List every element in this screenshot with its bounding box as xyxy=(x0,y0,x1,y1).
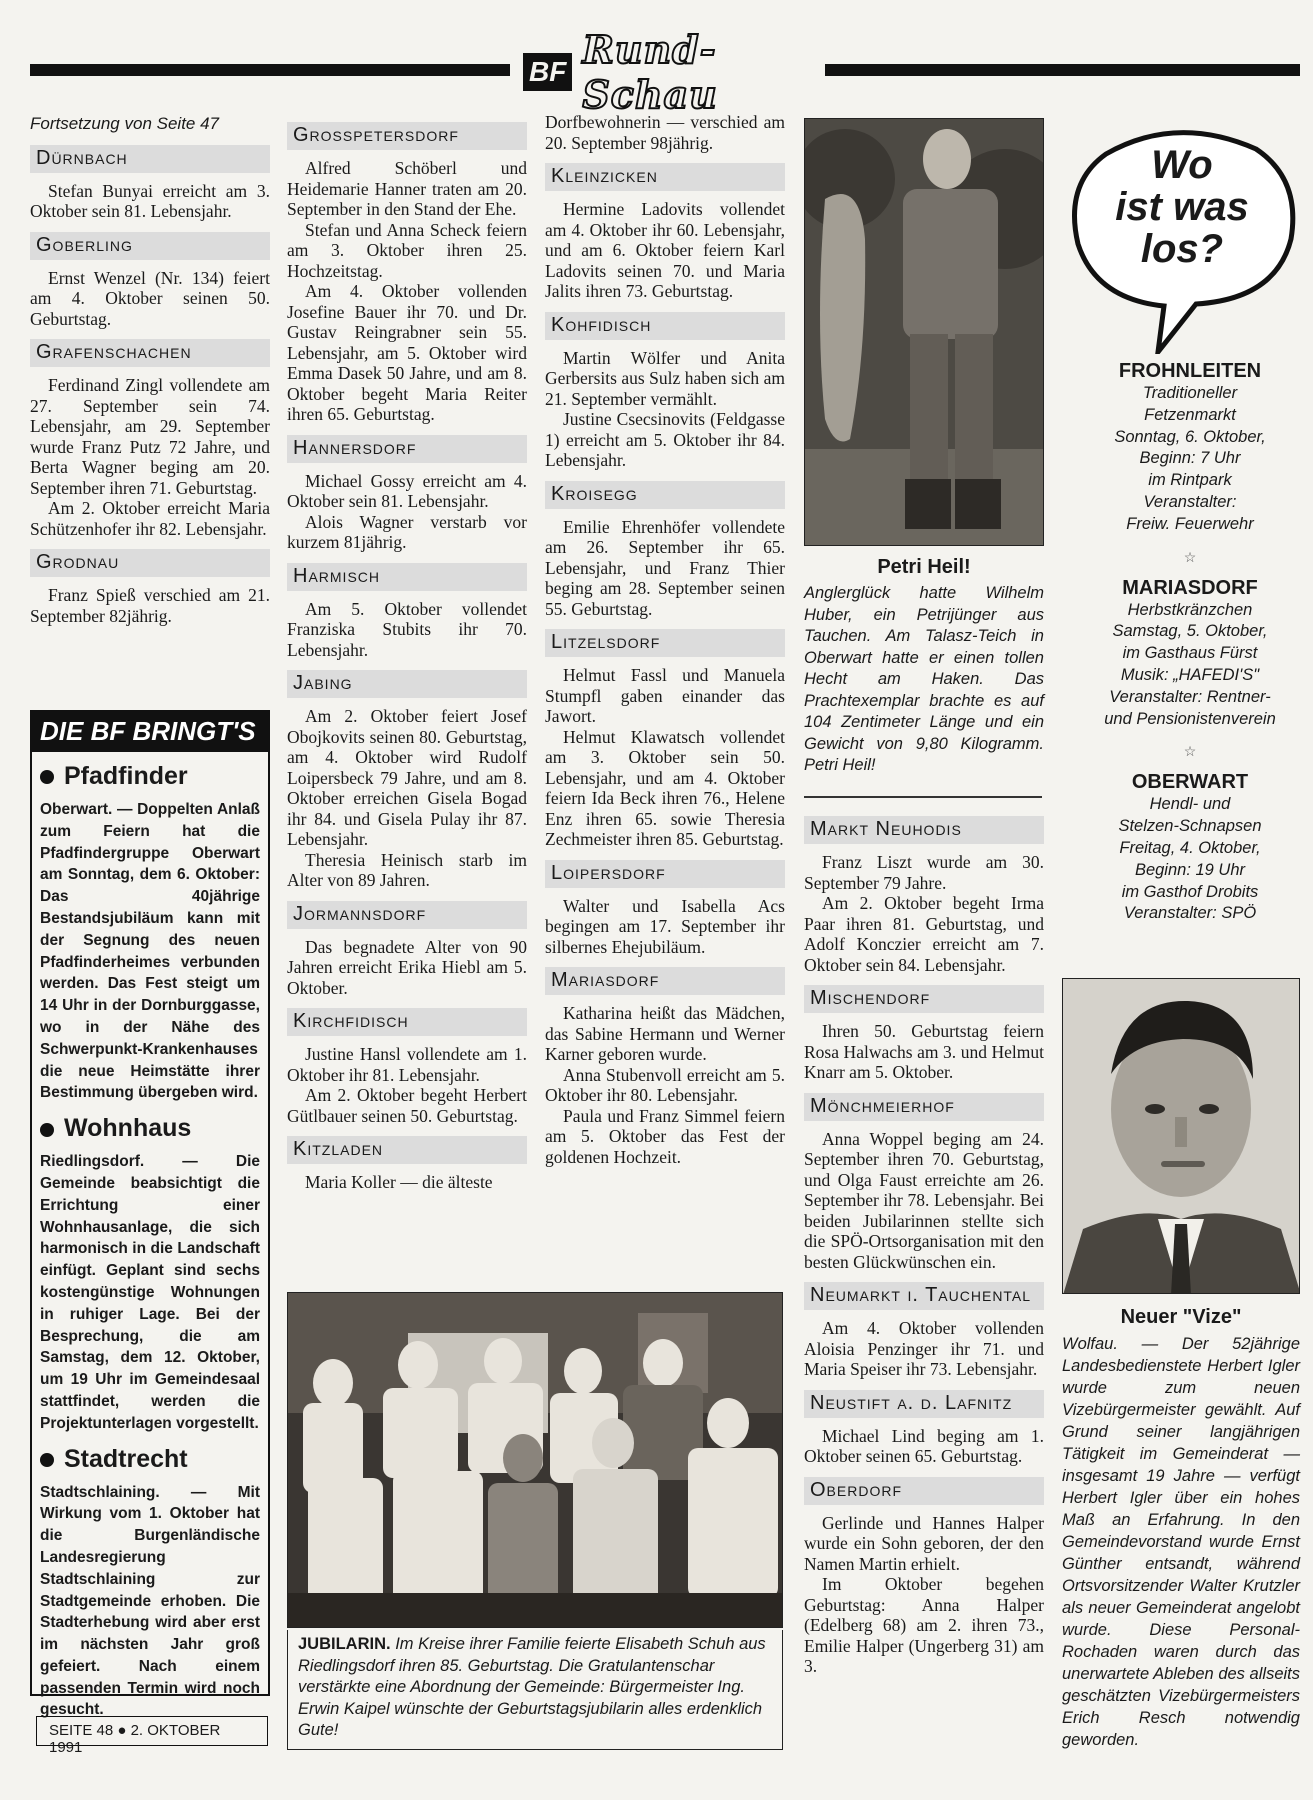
section-paragraph: Emilie Ehrenhöfer vollendete am 26. September ihr 65. Lebensjahr, und Franz Thier beging am 28. September seinen 55. Geburtstag. xyxy=(545,516,785,619)
petri-text: Anglerglück hatte Wilhelm Huber, ein Petrijünger aus Tauchen. Am Talasz-Teich in Oberwart hatte er einen tollen Hecht am Haken. Das Prachtexemplar brachte es auf 104 Zentimeter Länge und ein Gewicht von 9,80 Kilogramm. Petri Heil! xyxy=(804,584,1044,774)
wo-title-line: ist was xyxy=(1115,185,1249,229)
event-line: Herbstkränzchen xyxy=(1127,600,1253,619)
section-paragraph: Alois Wagner verstarb vor kurzem 81jährig. xyxy=(287,511,527,552)
section-paragraph: Das begnadete Alter von 90 Jahren erreicht Erika Hiebl am 5. Oktober. xyxy=(287,936,527,998)
section-paragraph: Am 4. Oktober vollenden Josefine Bauer ihr 70. und Dr. Gustav Reingrabner sein 55. Lebensjahr, am 5. Oktober wird Emma Dasek 50 Jahre, und am 8. Oktober begeht Maria Reiter ihren 65. Geburtstag. xyxy=(287,281,527,424)
section-paragraph: Im Oktober begehen Geburtstag: Anna Halper (Edelberg 68) am 2. ihren 73., Emilie Halper (Ungerberg 31) am 3. xyxy=(804,1574,1044,1676)
section-paragraph: Ihren 50. Geburtstag feiern Rosa Halwachs am 3. und Helmut Knarr am 5. Oktober. xyxy=(804,1021,1044,1082)
bringts-heading-text: Wohnhaus xyxy=(64,1114,192,1143)
section-paragraph: Ferdinand Zingl vollendete am 27. September sein 74. Lebensjahr, am 29. September wurde Franz Putz 72 Jahre, und Berta Wagner beging am 20. September ihren 71. Geburtstag. xyxy=(30,375,270,498)
section-paragraph: Walter und Isabella Acs begingen am 17. September ihr silbernes Ehejubiläum. xyxy=(545,895,785,957)
masthead xyxy=(30,27,1300,117)
section-heading: Grodnau xyxy=(30,549,270,577)
bullet-icon xyxy=(40,1123,54,1137)
section-heading: Kirchfidisch xyxy=(287,1008,527,1036)
section-paragraph: Franz Spieß verschied am 21. September 82jährig. xyxy=(30,585,270,626)
bringts-heading xyxy=(40,762,260,791)
section-paragraph: Am 2. Oktober begeht Herbert Gütlbauer seinen 50. Geburtstag. xyxy=(287,1085,527,1126)
section-paragraph: Theresia Heinisch starb im Alter von 89 Jahren. xyxy=(287,849,527,890)
section-heading: Mariasdorf xyxy=(545,967,785,995)
continued-note: Fortsetzung von Seite 47 xyxy=(30,114,220,133)
section-paragraph: Stefan und Anna Scheck feiern am 3. Oktober ihren 25. Hochzeitstag. xyxy=(287,219,527,281)
section-heading: Grafenschachen xyxy=(30,339,270,367)
section-heading: Kitzladen xyxy=(287,1136,527,1164)
family-photo xyxy=(287,1292,783,1628)
jubilarin-text: Im Kreise ihrer Familie feierte Elisabeth Schuh aus Riedlingsdorf ihren 85. Geburtstag. Die Gratulantenschar verstärkte eine Abordnung der Gemeinde: Bürgermeister Ing. Erwin Kaipel wünschte der Geburtstagsjubilarin alles erdenklich Gute! xyxy=(298,1635,766,1739)
wo-title-line: Wo xyxy=(1151,143,1213,187)
section-paragraph: Maria Koller — die älteste xyxy=(305,1172,493,1192)
section-paragraph: Ernst Wenzel (Nr. 134) feiert am 4. Oktober seinen 50. Geburtstag. xyxy=(30,267,270,329)
column-4 xyxy=(804,806,1044,1677)
section-heading: Kohfidisch xyxy=(545,312,785,340)
family-photo-art xyxy=(288,1293,783,1628)
section-heading: Litzelsdorf xyxy=(545,629,785,657)
wo-ist-was-los-bubble xyxy=(1066,124,1298,354)
event-line: Musik: „HAFEDI'S" xyxy=(1120,665,1260,684)
event-line: Fetzenmarkt xyxy=(1144,405,1236,424)
section-title: Rund-Schau xyxy=(582,27,718,117)
section-paragraph: Justine Csecsinovits (Feldgasse 1) erreicht am 5. Oktober ihr 84. Lebensjahr. xyxy=(545,409,785,470)
event-line: Sonntag, 6. Oktober, xyxy=(1114,427,1266,446)
masthead-rule-right xyxy=(825,64,1300,76)
event-line: Hendl- und xyxy=(1149,795,1231,814)
bringts-text: Stadtschlaining. — Mit Wirkung vom 1. Oktober hat die Burgenländische Landesregierung Stadtschlaining zur Stadtgemeinde erhoben. Die Stadterhebung wird aber erst im nächsten Jahr groß gefeiert. Nach einem passenden Termin wird noch gesucht. xyxy=(40,1483,260,1719)
vize-article xyxy=(1062,1306,1300,1751)
section-heading: Jabing xyxy=(287,670,527,698)
section-paragraph: Alfred Schöberl und Heidemarie Hanner traten am 20. September in den Stand der Ehe. xyxy=(287,158,527,219)
col2-sections xyxy=(287,122,527,1193)
section-heading: Harmisch xyxy=(287,563,527,591)
column-3 xyxy=(545,112,785,1167)
section-paragraph: Katharina heißt das Mädchen, das Sabine Hermann und Werner Karner geboren wurde. xyxy=(545,1003,785,1064)
event-line: Traditioneller xyxy=(1142,384,1238,402)
section-paragraph: Michael Gossy erreicht am 4. Oktober sein 81. Lebensjahr. xyxy=(287,470,527,511)
vize-title: Neuer "Vize" xyxy=(1120,1306,1242,1328)
bullet-icon xyxy=(40,1453,54,1467)
event xyxy=(1080,577,1300,731)
event-line: Beginn: 19 Uhr xyxy=(1134,860,1246,879)
col1-sections xyxy=(30,145,270,627)
section-paragraph: Stefan Bunyai erreicht am 3. Oktober sein 81. Lebensjahr. xyxy=(30,180,270,221)
bringts-box xyxy=(30,710,270,1719)
petri-title: Petri Heil! xyxy=(877,556,971,578)
event-place: FROHNLEITEN xyxy=(1118,360,1262,382)
event-line: Samstag, 5. Oktober, xyxy=(1112,622,1268,641)
section-paragraph: Paula und Franz Simmel feiern am 5. Oktober das Fest der goldenen Hochzeit. xyxy=(545,1105,785,1167)
bullet-icon xyxy=(40,770,54,784)
section-paragraph: Franz Liszt wurde am 30. September 79 Jahre. xyxy=(804,852,1044,893)
divider xyxy=(804,796,1042,798)
section-heading: Loipersdorf xyxy=(545,860,785,888)
section-paragraph: Martin Wölfer und Anita Gerbersits aus Sulz haben sich am 21. September vermählt. xyxy=(545,347,785,409)
section-heading: Kleinzicken xyxy=(545,163,785,191)
section-heading: Neumarkt i. Tauchental xyxy=(804,1282,1044,1310)
event-line: Stelzen-Schnapsen xyxy=(1118,817,1262,836)
bringts-text: Riedlingsdorf. — Die Gemeinde beabsichtigt die Errichtung einer Wohnhausanlage, die sich harmonisch in die Landschaft einfügt. Geplant sind sechs kostengünstige Wohnungen in ruhiger Lage. Bei der Besprechung, die am Samstag, dem 12. Oktober, um 19 Uhr im Gemeindesaal stattfindet, werden die Projektunterlagen vorgestellt. xyxy=(40,1153,260,1432)
event-line: und Pensionistenverein xyxy=(1104,709,1276,728)
section-heading: Mönchmeierhof xyxy=(804,1093,1044,1121)
section-heading: Kroisegg xyxy=(545,481,785,509)
event xyxy=(1080,360,1300,536)
col3-sections xyxy=(545,163,785,1167)
section-heading: Grosspetersdorf xyxy=(287,122,527,150)
jubilarin-label: JUBILARIN. xyxy=(298,1635,391,1653)
jubilarin-caption xyxy=(287,1630,783,1750)
section-paragraph: Helmut Klawatsch vollendet am 3. Oktober sein 50. Lebensjahr, und am 4. Oktober feiern Ida Beck ihren 76., Helene Enz ihren 65. sowie Theresia Zechmeister ihren 85. Geburtstag. xyxy=(545,726,785,849)
page-footer: SEITE 48 ● 2. OKTOBER 1991 xyxy=(36,1716,268,1746)
col4-sections xyxy=(804,816,1044,1677)
column-2 xyxy=(287,112,527,1193)
angler-photo xyxy=(804,118,1044,546)
event-line: im Rintpark xyxy=(1148,471,1232,490)
section-paragraph: Am 5. Oktober vollendet Franziska Stubits ihr 70. Lebensjahr. xyxy=(287,598,527,660)
section-paragraph: Justine Hansl vollendete am 1. Oktober ihr 81. Lebensjahr. xyxy=(287,1044,527,1085)
event-line: Freitag, 4. Oktober, xyxy=(1119,838,1261,857)
bringts-heading-text: Pfadfinder xyxy=(64,762,188,790)
event-line: Beginn: 7 Uhr xyxy=(1139,449,1241,468)
section-heading: Dürnbach xyxy=(30,145,270,173)
masthead-logo xyxy=(523,27,818,117)
star-separator-icon: ☆ xyxy=(1183,745,1197,761)
bringts-heading xyxy=(40,1114,260,1143)
bringts-text: Oberwart. — Doppelten Anlaß zum Feiern hat die Pfadfindergruppe Oberwart am Sonntag, dem 6. Oktober: Das 40jährige Bestandsjubiläum kann mit der Segnung des neuen Pfadfinderheimes verbunden werden. Das Fest steigt um 14 Uhr in der Dornburggasse, wo in der Nähe des Schwerpunkt-Krankenhauses die neue Heimstätte ihrer Bestimmung übergeben wird. xyxy=(40,801,260,1102)
portrait-photo-art xyxy=(1063,979,1300,1294)
section-heading: Hannersdorf xyxy=(287,435,527,463)
portrait-photo xyxy=(1062,978,1300,1294)
section-paragraph: Helmut Fassl und Manuela Stumpfl gaben einander das Jawort. xyxy=(545,665,785,726)
event xyxy=(1080,771,1300,925)
bringts-title: DIE BF BRINGT'S xyxy=(32,712,268,752)
masthead-rule-left xyxy=(30,64,510,76)
section-heading: Jormannsdorf xyxy=(287,901,527,929)
section-paragraph: Am 4. Oktober vollenden Aloisia Penzinger ihr 71. und Maria Speiser ihr 73. Lebensjahr. xyxy=(804,1318,1044,1379)
bringts-heading-text: Stadtrecht xyxy=(64,1444,188,1473)
event-line: im Gasthof Drobits xyxy=(1121,882,1259,901)
col3-lead: Dorfbewohnerin — verschied am 20. September 98jährig. xyxy=(545,112,785,153)
section-paragraph: Anna Stubenvoll erreicht am 5. Oktober ihr 80. Lebensjahr. xyxy=(545,1064,785,1105)
wo-title-line: los? xyxy=(1140,227,1224,271)
petri-caption xyxy=(804,556,1044,777)
event-line: Veranstalter: xyxy=(1143,492,1237,511)
event-line: Freiw. Feuerwehr xyxy=(1126,514,1254,533)
event-line: im Gasthaus Fürst xyxy=(1122,644,1258,663)
event-place: OBERWART xyxy=(1131,771,1249,794)
section-paragraph: Michael Lind beging am 1. Oktober seinen 65. Geburtstag. xyxy=(804,1425,1044,1466)
angler-photo-art xyxy=(805,119,1044,546)
section-paragraph: Gerlinde und Hannes Halper wurde ein Sohn geboren, der den Namen Martin erhielt. xyxy=(804,1512,1044,1574)
section-heading: Neustift a. d. Lafnitz xyxy=(804,1390,1044,1418)
bringts-heading xyxy=(40,1445,260,1474)
section-heading: Markt Neuhodis xyxy=(804,816,1044,844)
bringts-items xyxy=(32,762,268,1721)
section-paragraph: Hermine Ladovits vollendet am 4. Oktober ihr 60. Lebensjahr, und am 6. Oktober feiern Karl Ladovits seinen 70. und Maria Jalits ihren 73. Geburtstag. xyxy=(545,199,785,301)
section-heading: Oberdorf xyxy=(804,1477,1044,1505)
section-paragraph: Am 2. Oktober begeht Irma Paar ihren 81. Geburtstag, und Adolf Konczier erreicht am 7. Oktober sein 84. Lebensjahr. xyxy=(804,893,1044,975)
section-paragraph: Anna Woppel beging am 24. September ihren 70. Geburtstag, und Olga Faust erreichte am 26. September ihr 78. Lebensjahr. Bei beiden Jubilarinnen stellte sich die SPÖ-Ortsorganisation mit den besten Glückwünschen ein. xyxy=(804,1128,1044,1272)
column-1 xyxy=(30,114,270,626)
star-separator-icon: ☆ xyxy=(1183,550,1197,566)
event-place: MARIASDORF xyxy=(1122,576,1258,599)
section-paragraph: Am 2. Oktober feiert Josef Obojkovits seinen 80. Geburtstag, am 4. Oktober wird Rudolf Loipersbeck 79 Jahre, und am 8. Oktober erreichen Gisela Bogad ihr 84. und Gisela Pulay ihr 87. Lebensjahr. xyxy=(287,706,527,849)
section-heading: Goberling xyxy=(30,232,270,260)
vize-text: Wolfau. — Der 52jährige Landesbedienstete Herbert Igler wurde zum neuen Vizebürgermeister gewählt. Auf Grund seiner langjährigen Tätigkeit im Gemeinderat — insgesamt 19 Jahre — verfügt Herbert Igler über ein hohes Maß an Erfahrung. In den Gemeindevorstand wurde Ernst Günther entsandt, während Ortsvorsitzender Walter Krutzler als neuer Gemeinderat angelobt wurde. Diese Personal-Rochaden waren durch das unerwartete Ableben des allseits geschätzten Vizebürgermeisters Erich Resch notwendig geworden. xyxy=(1062,1335,1300,1749)
section-heading: Mischendorf xyxy=(804,985,1044,1013)
event-list xyxy=(1080,350,1300,925)
bf-logo: BF xyxy=(523,53,572,91)
event-line: Veranstalter: SPÖ xyxy=(1123,904,1257,923)
section-paragraph: Am 2. Oktober erreicht Maria Schützenhofer ihr 82. Lebensjahr. xyxy=(30,498,270,539)
event-line: Veranstalter: Rentner- xyxy=(1109,687,1271,706)
wo-title xyxy=(1066,144,1298,270)
